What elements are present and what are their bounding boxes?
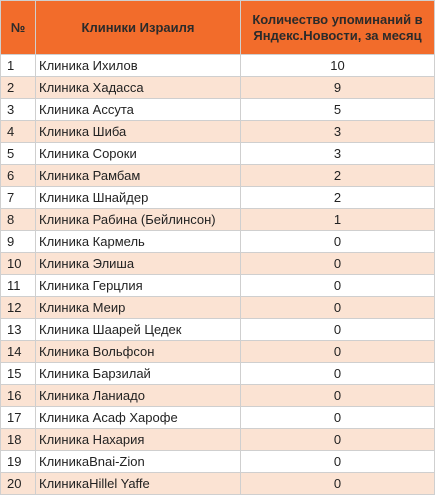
clinic-name: Клиника Ланиадо [36,385,241,407]
mention-count: 0 [241,253,435,275]
clinic-name: Клиника Элиша [36,253,241,275]
table-row [1,275,435,297]
table-row [1,341,435,363]
header-mention-count: Количество упоминаний в Яндекс.Новости, за месяц [241,1,435,55]
table-row [1,99,435,121]
table-row [1,319,435,341]
table-row [1,55,435,77]
table-row [1,363,435,385]
clinic-name: Клиника Нахария [36,429,241,451]
clinic-name: КлиникаHillel Yaffe [36,473,241,495]
clinic-name: Клиника Кармель [36,231,241,253]
clinic-name: Клиника Барзилай [36,363,241,385]
row-number: 11 [1,275,36,297]
table-row [1,77,435,99]
clinic-name: Клиника Вольфсон [36,341,241,363]
table-row [1,121,435,143]
row-number: 2 [1,77,36,99]
mention-count: 2 [241,187,435,209]
mention-count: 0 [241,407,435,429]
mention-count: 3 [241,121,435,143]
row-number: 15 [1,363,36,385]
clinic-name: Клиника Хадасса [36,77,241,99]
table-row [1,143,435,165]
table-body [1,55,435,495]
mention-count: 0 [241,319,435,341]
mention-count: 0 [241,275,435,297]
table-header-row [1,1,435,55]
table-row [1,473,435,495]
mention-count: 0 [241,363,435,385]
table-row [1,429,435,451]
mention-count: 9 [241,77,435,99]
header-number: № [1,1,36,55]
header-clinic-name: Клиники Израиля [36,1,241,55]
row-number: 5 [1,143,36,165]
mention-count: 3 [241,143,435,165]
mention-count: 0 [241,429,435,451]
mention-count: 10 [241,55,435,77]
row-number: 4 [1,121,36,143]
row-number: 10 [1,253,36,275]
row-number: 18 [1,429,36,451]
row-number: 7 [1,187,36,209]
row-number: 20 [1,473,36,495]
clinic-name: Клиника Сороки [36,143,241,165]
mention-count: 0 [241,451,435,473]
mention-count: 1 [241,209,435,231]
row-number: 12 [1,297,36,319]
mention-count: 0 [241,297,435,319]
mention-count: 2 [241,165,435,187]
clinic-name: Клиника Асаф Харофе [36,407,241,429]
mention-count: 0 [241,231,435,253]
mention-count: 0 [241,385,435,407]
clinic-name: Клиника Герцлия [36,275,241,297]
table-row [1,385,435,407]
clinic-name: Клиника Шаарей Цедек [36,319,241,341]
table-row [1,231,435,253]
clinic-name: Клиника Меир [36,297,241,319]
row-number: 13 [1,319,36,341]
table-row [1,187,435,209]
mention-count: 5 [241,99,435,121]
row-number: 3 [1,99,36,121]
row-number: 17 [1,407,36,429]
row-number: 16 [1,385,36,407]
row-number: 6 [1,165,36,187]
clinic-name: Клиника Шиба [36,121,241,143]
clinic-name: Клиника Ихилов [36,55,241,77]
table-row [1,165,435,187]
table-row [1,297,435,319]
clinic-name: Клиника Рабина (Бейлинсон) [36,209,241,231]
mention-count: 0 [241,473,435,495]
table-row [1,407,435,429]
clinic-name: Клиника Рамбам [36,165,241,187]
clinic-name: Клиника Ассута [36,99,241,121]
clinic-name: КлиникаBnai-Zion [36,451,241,473]
mention-count: 0 [241,341,435,363]
table-row [1,209,435,231]
row-number: 1 [1,55,36,77]
row-number: 14 [1,341,36,363]
row-number: 19 [1,451,36,473]
clinic-name: Клиника Шнайдер [36,187,241,209]
row-number: 9 [1,231,36,253]
row-number: 8 [1,209,36,231]
table-row [1,451,435,473]
table-row [1,253,435,275]
